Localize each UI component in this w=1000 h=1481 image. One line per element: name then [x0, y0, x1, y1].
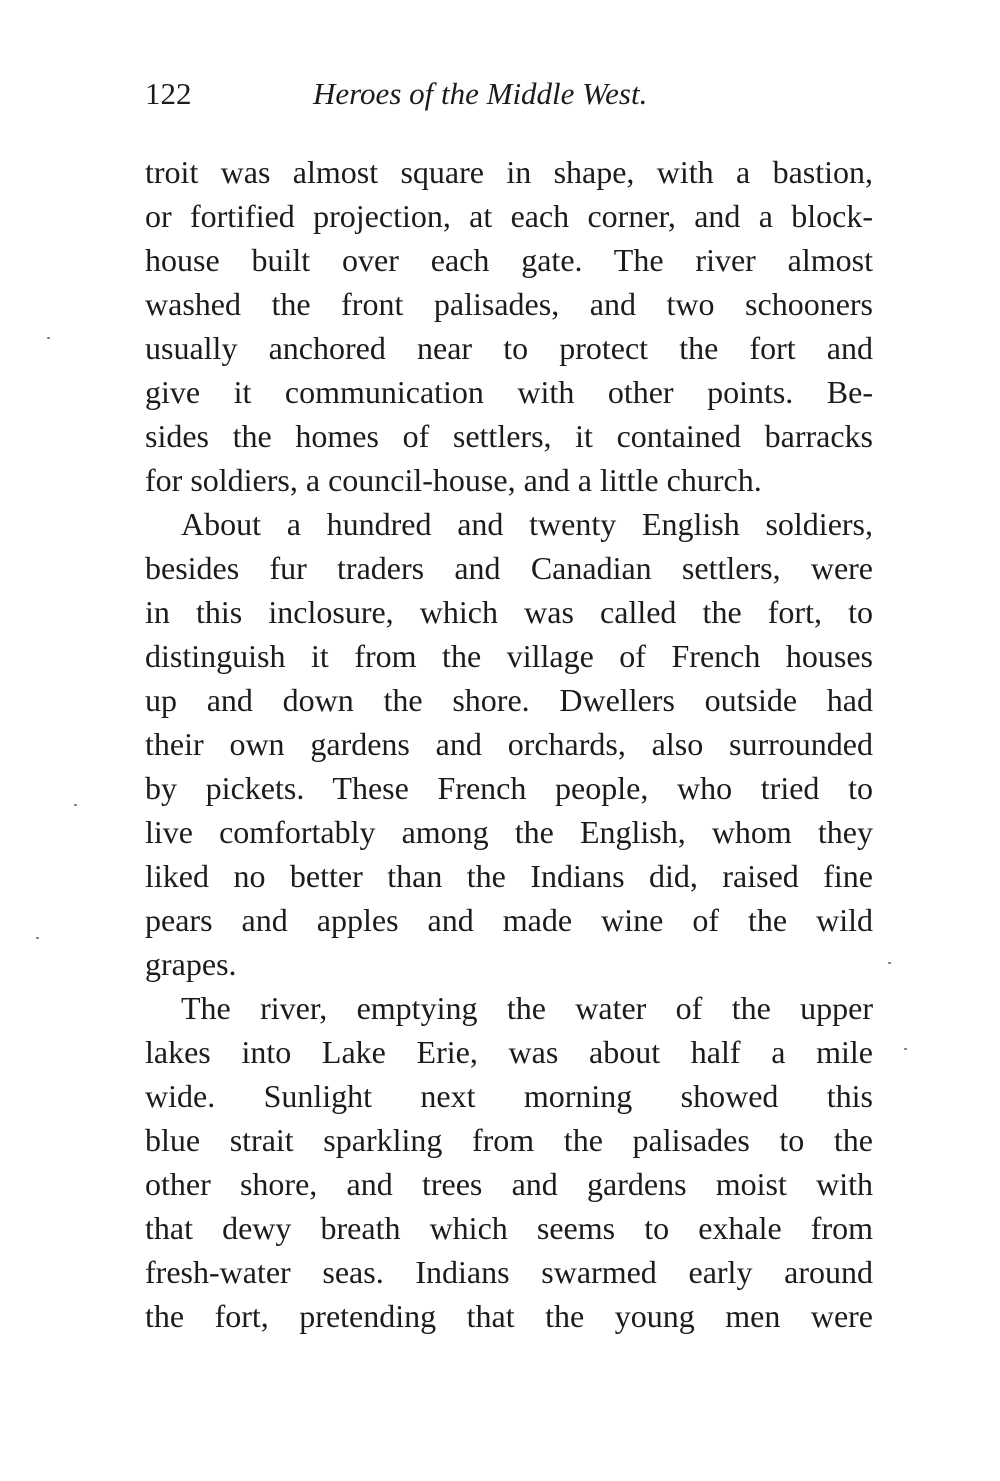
- text-line: their own gardens and orchards, also surrounded: [145, 726, 873, 762]
- paragraph-2: [145, 502, 873, 986]
- running-title: Heroes of the Middle West.: [313, 76, 648, 111]
- text-line: distinguish it from the village of French houses: [145, 638, 873, 674]
- text-line: washed the front palisades, and two schooners: [145, 286, 873, 322]
- text-line: in this inclosure, which was called the fort, to: [145, 594, 873, 630]
- running-head: [145, 72, 880, 116]
- scan-speck: [904, 1048, 907, 1050]
- scan-speck: [36, 937, 39, 939]
- text-line: fresh-water seas. Indians swarmed early around: [145, 1254, 873, 1290]
- text-line: liked no better than the Indians did, raised fine: [145, 858, 873, 894]
- text-line: house built over each gate. The river almost: [145, 242, 873, 278]
- text-line: lakes into Lake Erie, was about half a mile: [145, 1034, 873, 1070]
- scan-speck: [47, 337, 50, 339]
- scan-speck: [74, 804, 77, 806]
- scan-speck: [888, 962, 891, 964]
- text-line: troit was almost square in shape, with a bastion,: [145, 154, 873, 190]
- text-line: besides fur traders and Canadian settlers, were: [145, 550, 873, 586]
- text-line: blue strait sparkling from the palisades to the: [145, 1122, 873, 1158]
- text-line: pears and apples and made wine of the wild: [145, 902, 873, 938]
- text-line: by pickets. These French people, who tried to: [145, 770, 873, 806]
- text-line: grapes.: [145, 946, 237, 982]
- paragraph-1: [145, 150, 873, 502]
- text-line: for soldiers, a council-house, and a little church.: [145, 462, 762, 498]
- paragraph-3: [145, 986, 873, 1338]
- page-number: 122: [145, 76, 192, 111]
- text-line: give it communication with other points. Be-: [145, 374, 873, 410]
- body-text: [145, 150, 873, 1338]
- text-line: wide. Sunlight next morning showed this: [145, 1078, 873, 1114]
- text-line: that dewy breath which seems to exhale from: [145, 1210, 873, 1246]
- text-line: other shore, and trees and gardens moist with: [145, 1166, 873, 1202]
- text-line: or fortified projection, at each corner, and a block-: [145, 198, 873, 234]
- text-line: live comfortably among the English, whom they: [145, 814, 873, 850]
- text-line: usually anchored near to protect the fort and: [145, 330, 873, 366]
- text-line: The river, emptying the water of the upper: [181, 990, 873, 1026]
- text-line: About a hundred and twenty English soldiers,: [181, 506, 873, 542]
- text-line: up and down the shore. Dwellers outside had: [145, 682, 873, 718]
- text-line: sides the homes of settlers, it contained barracks: [145, 418, 873, 454]
- text-line: the fort, pretending that the young men were: [145, 1298, 873, 1334]
